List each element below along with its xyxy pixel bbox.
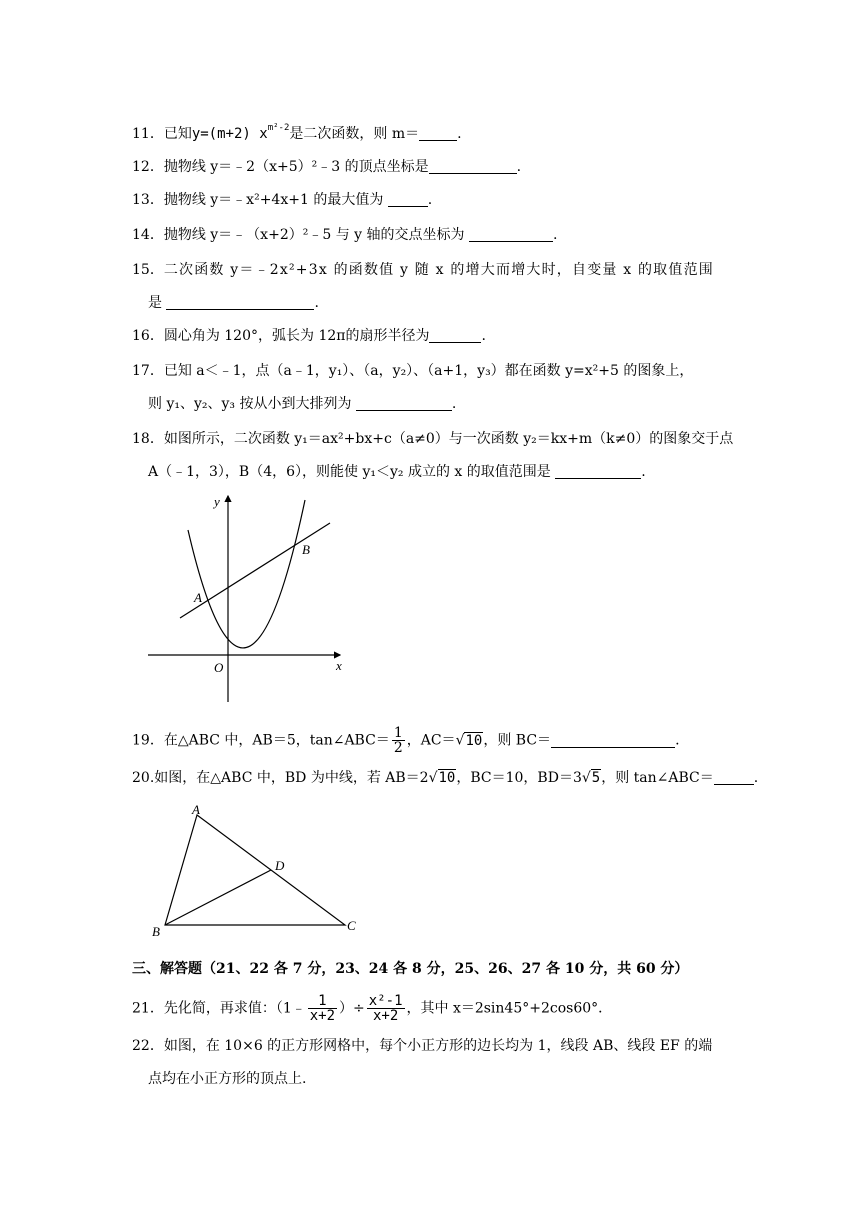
question-text: ）÷ [339, 1000, 365, 1017]
fraction [392, 726, 405, 755]
question-text: ，AC＝ [406, 732, 456, 749]
period: . [753, 770, 759, 786]
period: . [641, 464, 646, 480]
x-label: x [336, 658, 342, 673]
median-bd [165, 870, 271, 925]
question-16 [132, 326, 486, 346]
answer-blank[interactable] [166, 295, 314, 310]
question-text: ，则 tan∠ABC＝ [601, 770, 714, 786]
question-number: 18． [132, 431, 164, 447]
question-12 [132, 157, 521, 177]
question-text: 已知 a＜﹣1，点（a﹣1，y₁）、（a，y₂）、（a+1，y₃）都在函数 y=x²+5 的图象上， [163, 363, 694, 379]
period: . [451, 396, 457, 412]
exponent: m²-2 [267, 123, 290, 133]
question-number: 20. [132, 770, 155, 786]
answer-blank[interactable] [555, 464, 641, 479]
period: . [552, 227, 558, 243]
question-text: 则 y₁、y₂、y₃ 按从小到大排列为 [148, 396, 356, 412]
triangle-figure [148, 800, 368, 940]
question-text: A（﹣1，3），B（4，6），则能使 y₁＜y₂ 成立的 x 的取值范围是 [148, 464, 556, 480]
question-number: 17． [132, 363, 164, 379]
denominator: x+2 [309, 1008, 336, 1024]
radicand: 10 [465, 732, 483, 749]
question-text: 先化简，再求值：（1﹣ [163, 1000, 306, 1017]
parabola-curve [188, 500, 305, 648]
denominator: x+2 [372, 1008, 399, 1024]
question-text: 如图，在△ABC 中，BD 为中线，若 AB＝2 [154, 770, 429, 786]
question-22-cont [148, 1069, 306, 1089]
question-number: 11． [132, 126, 164, 142]
expression: y=(m+2) x [191, 126, 268, 142]
radicand: 10 [438, 770, 456, 786]
question-text: 在△ABC 中，AB＝5，tan∠ABC＝ [163, 732, 390, 749]
question-number: 12． [132, 159, 164, 175]
vertex-c-label: C [347, 918, 356, 933]
question-text: 点均在小正方形的顶点上. [148, 1071, 307, 1087]
period: . [457, 126, 462, 142]
question-number: 19． [132, 732, 164, 749]
period: . [675, 732, 680, 749]
answer-blank[interactable] [429, 159, 517, 174]
parabola-line-figure [140, 490, 360, 710]
answer-blank[interactable] [388, 192, 428, 207]
question-number: 22． [132, 1038, 164, 1054]
question-17 [132, 361, 693, 381]
question-text: ，其中 x＝2sin45°+2cos60°． [406, 1000, 613, 1017]
section-heading: 三、解答题（21、22 各 7 分，23、24 各 8 分，25、26、27 各 10 分，共 60 分） [132, 961, 689, 977]
answer-blank[interactable] [551, 733, 675, 748]
question-text: 已知 [163, 126, 192, 142]
question-18-cont [148, 462, 646, 482]
straight-line [180, 523, 330, 618]
question-17-cont [148, 394, 456, 414]
radicand: 5 [591, 770, 601, 786]
question-11 [132, 118, 462, 144]
fraction-1 [308, 994, 337, 1023]
question-22 [132, 1036, 712, 1056]
y-label: y [214, 494, 220, 509]
question-number: 13． [132, 192, 164, 208]
question-text: 抛物线 y＝﹣2（x+5）²﹣3 的顶点坐标是 [163, 159, 429, 175]
radical-sign: √ [428, 770, 438, 786]
period: . [516, 159, 522, 175]
question-text: ，BC＝10，BD＝3 [456, 770, 582, 786]
question-number: 15． [132, 262, 164, 278]
question-14 [132, 225, 557, 245]
question-text: 是二次函数，则 m＝ [289, 126, 420, 142]
question-text: ，则 BC＝ [483, 732, 552, 749]
fraction-2 [367, 994, 405, 1023]
question-15-cont [148, 293, 319, 313]
answer-blank[interactable] [356, 396, 452, 411]
question-text: 二次函数 y＝﹣2x²+3x 的函数值 y 随 x 的增大而增大时，自变量 x 的取值范围 [163, 262, 714, 278]
point-b-label: B [302, 542, 310, 557]
vertex-a-label: A [192, 802, 200, 817]
question-19 [132, 726, 680, 755]
answer-blank[interactable] [429, 328, 481, 343]
origin-label: O [214, 660, 224, 675]
period: . [481, 328, 486, 344]
question-18 [132, 429, 733, 449]
period: . [427, 192, 433, 208]
question-text: 如图所示，二次函数 y₁＝ax²+bx+c（a≠0）与一次函数 y₂＝kx+m（k≠0）的图象交于点 [163, 431, 734, 447]
question-text: 是 [148, 295, 167, 311]
question-text: 抛物线 y＝﹣（x+2）²﹣5 与 y 轴的交点坐标为 [163, 227, 469, 243]
radical-sign: √ [581, 770, 591, 786]
question-text: 如图，在 10×6 的正方形网格中，每个小正方形的边长均为 1，线段 AB、线段 EF 的端 [163, 1038, 713, 1054]
question-20 [132, 768, 758, 788]
radical-sign: √ [455, 732, 465, 749]
question-21 [132, 994, 612, 1023]
question-number: 16． [132, 328, 164, 344]
point-a-label: A [194, 590, 202, 605]
answer-blank[interactable] [469, 227, 553, 242]
question-15 [132, 260, 714, 280]
numerator: 1 [393, 725, 403, 741]
answer-blank[interactable] [714, 770, 754, 785]
answer-blank[interactable] [419, 126, 457, 141]
period: . [314, 295, 319, 311]
question-text: 抛物线 y＝﹣x²+4x+1 的最大值为 [163, 192, 388, 208]
numerator: 1 [308, 994, 337, 1009]
denominator: 2 [393, 740, 403, 756]
triangle-abc [165, 815, 345, 925]
question-number: 14． [132, 227, 164, 243]
point-d-label: D [275, 858, 285, 873]
question-13 [132, 190, 432, 210]
numerator: x²-1 [368, 993, 403, 1009]
question-number: 21． [132, 1000, 164, 1017]
vertex-b-label: B [152, 924, 160, 939]
question-text: 圆心角为 120°，弧长为 12π的扇形半径为 [163, 328, 430, 344]
